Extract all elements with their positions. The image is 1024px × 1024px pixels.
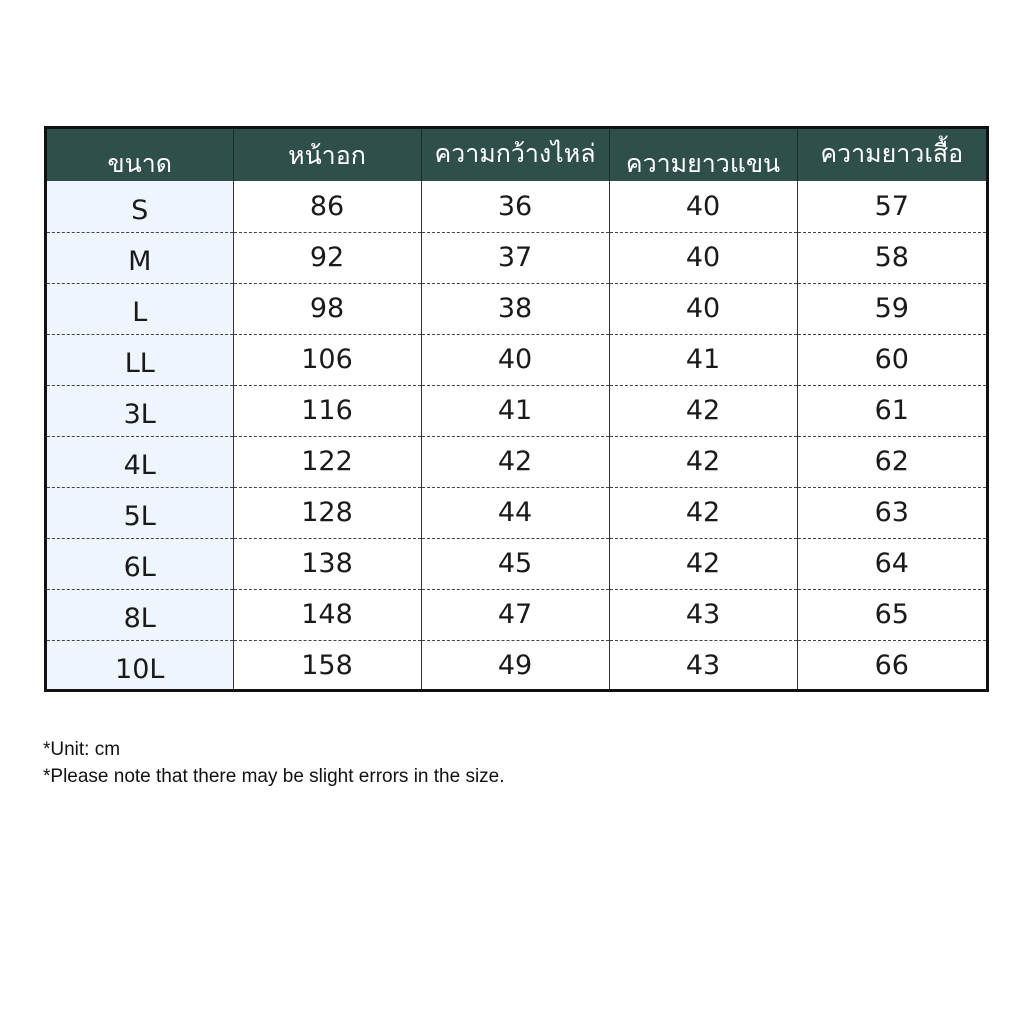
length-cell: 62 xyxy=(797,436,986,487)
sleeve-cell: 41 xyxy=(609,334,797,385)
header-sleeve-length-label: ความยาวแขน xyxy=(625,149,781,178)
shoulder-cell: 41 xyxy=(421,385,609,436)
table-header xyxy=(47,129,986,181)
size-label: M xyxy=(128,246,152,277)
header-shoulder-width xyxy=(421,129,609,181)
size-label: 5L xyxy=(123,501,156,532)
size-label: 10L xyxy=(115,654,165,686)
table-row xyxy=(47,232,986,283)
shoulder-cell: 44 xyxy=(421,487,609,538)
header-size-label: ขนาด xyxy=(107,149,172,178)
size-cell xyxy=(47,232,233,283)
table-row xyxy=(47,538,986,589)
size-cell xyxy=(47,181,233,232)
shoulder-cell: 40 xyxy=(421,334,609,385)
table-row xyxy=(47,181,986,232)
size-label: 8L xyxy=(123,603,156,634)
size-cell xyxy=(47,283,233,334)
chest-cell: 86 xyxy=(233,181,421,232)
chest-cell: 128 xyxy=(233,487,421,538)
chest-cell: 138 xyxy=(233,538,421,589)
length-cell: 66 xyxy=(797,640,986,691)
size-label: 4L xyxy=(123,450,156,481)
sleeve-cell: 42 xyxy=(609,538,797,589)
header-size xyxy=(47,129,233,181)
shoulder-cell: 38 xyxy=(421,283,609,334)
table-row xyxy=(47,640,986,691)
size-chart-table xyxy=(44,126,989,692)
sleeve-cell: 42 xyxy=(609,436,797,487)
size-label: 6L xyxy=(123,552,156,583)
header-sleeve-length xyxy=(609,129,797,181)
chest-cell: 92 xyxy=(233,232,421,283)
table-row xyxy=(47,589,986,640)
sleeve-cell: 42 xyxy=(609,487,797,538)
size-cell xyxy=(47,385,233,436)
length-cell: 60 xyxy=(797,334,986,385)
table-body xyxy=(47,181,986,691)
header-shoulder-width-label: ความกว้างไหล่ xyxy=(434,139,596,168)
table-row xyxy=(47,436,986,487)
chest-cell: 116 xyxy=(233,385,421,436)
size-label: L xyxy=(132,297,148,328)
header-body-length xyxy=(797,129,986,181)
chest-cell: 106 xyxy=(233,334,421,385)
chest-cell: 158 xyxy=(233,640,421,691)
size-label: LL xyxy=(124,348,155,379)
length-cell: 58 xyxy=(797,232,986,283)
size-cell xyxy=(47,436,233,487)
shoulder-cell: 45 xyxy=(421,538,609,589)
header-chest xyxy=(233,129,421,181)
length-cell: 61 xyxy=(797,385,986,436)
shoulder-cell: 42 xyxy=(421,436,609,487)
size-cell xyxy=(47,538,233,589)
disclaimer-note: *Please note that there may be slight errors in the size. xyxy=(43,766,505,787)
size-label: 3L xyxy=(123,399,156,430)
shoulder-cell: 37 xyxy=(421,232,609,283)
shoulder-cell: 49 xyxy=(421,640,609,691)
chest-cell: 148 xyxy=(233,589,421,640)
unit-note: *Unit: cm xyxy=(43,739,121,760)
header-row xyxy=(47,129,986,181)
length-cell: 57 xyxy=(797,181,986,232)
header-chest-label: หน้าอก xyxy=(288,141,366,170)
length-cell: 64 xyxy=(797,538,986,589)
size-cell xyxy=(47,640,233,691)
sleeve-cell: 43 xyxy=(609,640,797,691)
table-row xyxy=(47,334,986,385)
shoulder-cell: 47 xyxy=(421,589,609,640)
sleeve-cell: 43 xyxy=(609,589,797,640)
sleeve-cell: 40 xyxy=(609,181,797,232)
size-table xyxy=(47,129,986,691)
header-body-length-label: ความยาวเสื้อ xyxy=(820,139,964,168)
size-cell xyxy=(47,334,233,385)
table-row xyxy=(47,487,986,538)
sleeve-cell: 40 xyxy=(609,232,797,283)
length-cell: 59 xyxy=(797,283,986,334)
size-label: S xyxy=(131,194,149,226)
sleeve-cell: 40 xyxy=(609,283,797,334)
size-cell xyxy=(47,589,233,640)
chest-cell: 122 xyxy=(233,436,421,487)
chest-cell: 98 xyxy=(233,283,421,334)
table-row xyxy=(47,385,986,436)
table-row xyxy=(47,283,986,334)
size-cell xyxy=(47,487,233,538)
sleeve-cell: 42 xyxy=(609,385,797,436)
length-cell: 63 xyxy=(797,487,986,538)
shoulder-cell: 36 xyxy=(421,181,609,232)
length-cell: 65 xyxy=(797,589,986,640)
size-notes xyxy=(43,736,505,790)
